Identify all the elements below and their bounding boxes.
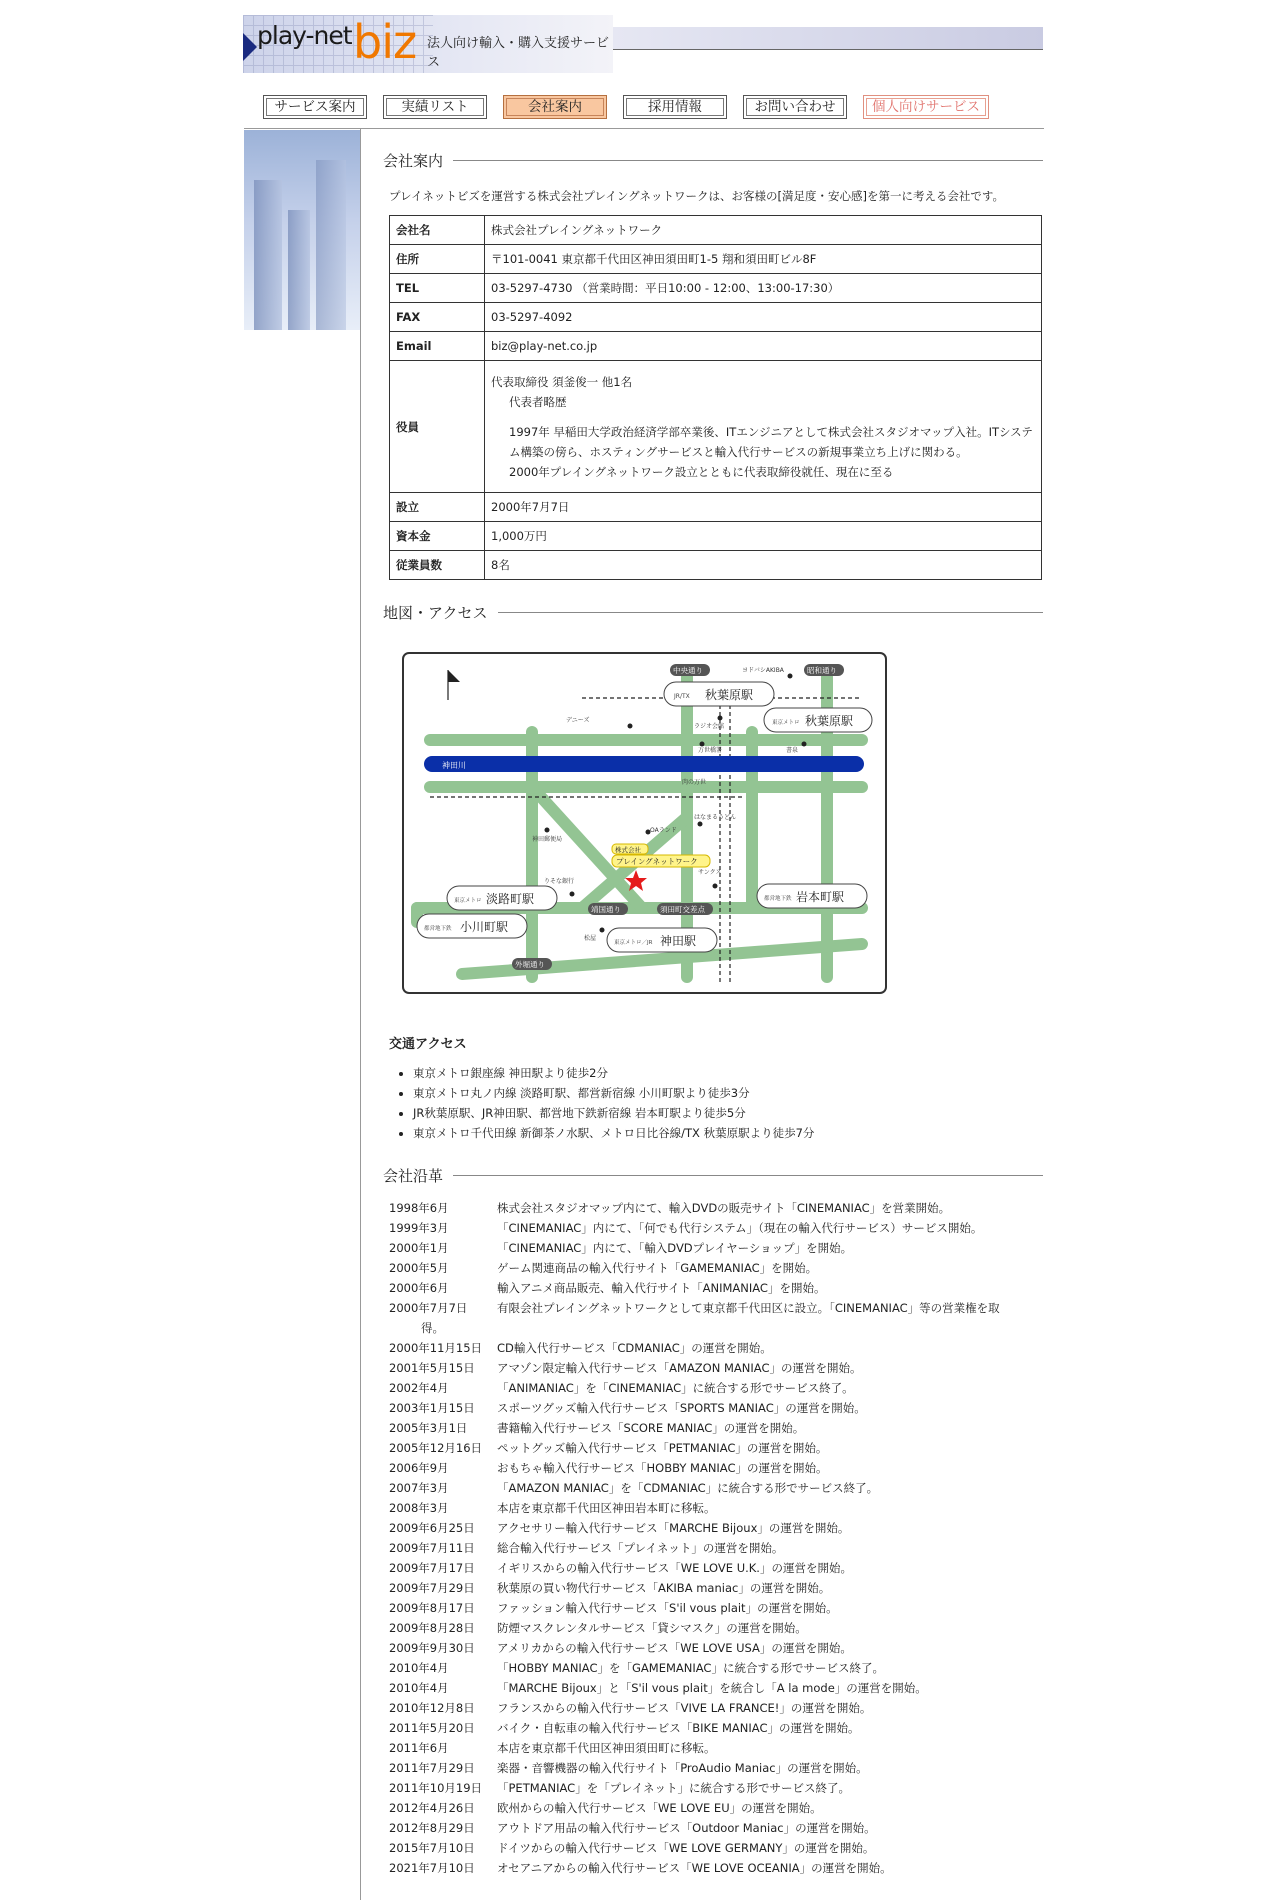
map-label: 昭和通り xyxy=(807,666,837,675)
history-date: 2005年12月16日 xyxy=(389,1441,483,1455)
history-date: 2000年11月15日 xyxy=(389,1341,483,1355)
landmark-dot xyxy=(600,928,605,933)
map-label: 都営地下鉄 xyxy=(424,926,452,932)
history-row xyxy=(389,1818,1029,1838)
history-date: 2009年7月11日 xyxy=(389,1541,475,1555)
history-text: スポーツグッズ輸入代行サービス「SPORTS MANIAC」の運営を開始。 xyxy=(497,1401,866,1415)
logo-playnet-text: play-net xyxy=(257,21,352,50)
row-label: 住所 xyxy=(390,245,485,274)
map-label: 岩本町駅 xyxy=(796,890,845,904)
map-label: デニーズ xyxy=(566,717,590,724)
history-date: 2001年5月15日 xyxy=(389,1361,475,1375)
nav-personal-service[interactable]: 個人向けサービス xyxy=(863,95,989,119)
access-map xyxy=(402,652,887,994)
section-map-title xyxy=(383,602,1043,623)
history-date: 2009年7月17日 xyxy=(389,1561,475,1575)
section-company-title xyxy=(383,150,1043,171)
building-shape xyxy=(316,160,346,330)
history-text: 本店を東京都千代田区神田須田町に移転。 xyxy=(497,1741,716,1755)
history-row xyxy=(389,1678,1029,1698)
history-date: 2011年10月19日 xyxy=(389,1781,483,1795)
history-text: 楽器・音響機器の輸入代行サイト「ProAudio Maniac」の運営を開始。 xyxy=(497,1761,868,1775)
history-row xyxy=(389,1278,1029,1298)
section-title-text: 会社案内 xyxy=(383,152,444,170)
history-text: おもちゃ輸入代行サービス「HOBBY MANIAC」の運営を開始。 xyxy=(497,1461,828,1475)
logo-tagline: 法人向け輸入・購入支援サービス xyxy=(427,36,610,70)
history-text: ゲーム関連商品の輸入代行サイト「GAMEMANIAC」を開始。 xyxy=(497,1261,818,1275)
map-label: プレイングネットワーク xyxy=(616,857,698,866)
access-list xyxy=(389,1063,814,1143)
building-shape xyxy=(254,180,282,330)
history-row xyxy=(389,1238,1029,1258)
map-label: JR/TX xyxy=(674,693,690,700)
history-text: 得。 xyxy=(421,1321,444,1335)
history-date: 2005年3月1日 xyxy=(389,1421,468,1435)
directors-line: 代表取締役 須釜俊一 他1名 xyxy=(491,374,633,389)
station-kanda xyxy=(607,928,717,952)
history-row xyxy=(389,1838,1029,1858)
history-date: 2010年12月8日 xyxy=(389,1701,475,1715)
history-text: 「MARCHE Bijoux」と「S'il vous plait」を統合し「A la mode」の運営を開始。 xyxy=(497,1681,927,1695)
table-row xyxy=(390,522,1042,551)
history-text: アメリカからの輸入代行サービス「WE LOVE USA」の運営を開始。 xyxy=(497,1641,852,1655)
map-label: 万世橋署 xyxy=(698,747,723,754)
title-rule xyxy=(453,1175,1043,1176)
header-divider xyxy=(244,128,1044,129)
history-text: 「AMAZON MANIAC」を「CDMANIAC」に統合する形でサービス終了。 xyxy=(497,1481,879,1495)
history-date: 2003年1月15日 xyxy=(389,1401,475,1415)
access-heading: 交通アクセス xyxy=(389,1037,467,1052)
logo-arrow-icon xyxy=(243,33,257,61)
history-text: ドイツからの輸入代行サービス「WE LOVE GERMANY」の運営を開始。 xyxy=(497,1841,875,1855)
history-row xyxy=(389,1438,1029,1458)
history-text: ファッション輸入代行サービス「S'il vous plait」の運営を開始。 xyxy=(497,1601,838,1615)
directors-value xyxy=(485,361,1042,493)
history-text: ペットグッズ輸入代行サービス「PETMANIAC」の運営を開始。 xyxy=(497,1441,828,1455)
map-label: 神田川 xyxy=(442,761,466,770)
indent-spacer xyxy=(389,1318,421,1338)
map-label: 秋葉原駅 xyxy=(805,714,854,728)
history-text: 本店を東京都千代田区神田岩本町に移転。 xyxy=(497,1501,716,1515)
landmark-dot xyxy=(545,828,550,833)
history-date: 1999年3月 xyxy=(389,1221,449,1235)
nav-recruit[interactable]: 採用情報 xyxy=(623,95,727,119)
landmark-dot xyxy=(628,724,633,729)
map-label: 神田郵便局 xyxy=(532,836,563,843)
landmark-dot xyxy=(718,716,723,721)
landmark-dot xyxy=(646,830,651,835)
map-label: 淡路町駅 xyxy=(486,892,535,906)
table-row xyxy=(390,493,1042,522)
row-label: 従業員数 xyxy=(390,551,485,580)
list-item: • JR秋葉原駅、JR神田駅、都営地下鉄新宿線 岩本町駅より徒歩5分 xyxy=(413,1103,814,1123)
history-row xyxy=(389,1858,1029,1878)
directors-bio xyxy=(491,422,1035,482)
history-text: 欧州からの輸入代行サービス「WE LOVE EU」の運営を開始。 xyxy=(497,1801,822,1815)
history-date: 2002年4月 xyxy=(389,1381,449,1395)
history-row xyxy=(389,1558,1029,1578)
sidebar-building-image xyxy=(244,130,360,330)
map-label: 小川町駅 xyxy=(460,920,509,934)
history-row xyxy=(389,1378,1029,1398)
site-header xyxy=(243,15,1043,75)
history-text: アウトドア用品の輸入代行サービス「Outdoor Maniac」の運営を開始。 xyxy=(497,1821,876,1835)
section-history-title xyxy=(383,1165,1043,1186)
history-row xyxy=(389,1618,1029,1638)
map-label: りそな銀行 xyxy=(544,878,575,885)
station-iwamotocho xyxy=(757,884,867,908)
history-date: 2011年7月29日 xyxy=(389,1761,475,1775)
map-label: 靖国通り xyxy=(591,905,621,914)
map-label: ヨドバシAKIBA xyxy=(742,667,784,674)
history-date: 2000年1月 xyxy=(389,1241,449,1255)
history-text: 輸入アニメ商品販売、輸入代行サイト「ANIMANIAC」を開始。 xyxy=(497,1281,826,1295)
history-text: イギリスからの輸入代行サービス「WE LOVE U.K.」の運営を開始。 xyxy=(497,1561,852,1575)
history-date: 2000年5月 xyxy=(389,1261,449,1275)
section-title-text: 会社沿革 xyxy=(383,1167,444,1185)
nav-results-list[interactable]: 実績リスト xyxy=(383,95,487,119)
title-rule xyxy=(498,612,1043,613)
map-label: サンクス xyxy=(698,869,722,876)
company-intro: プレイネットビズを運営する株式会社プレイングネットワークは、お客様の[満足度・安心感]を第一に考える会社です。 xyxy=(389,189,1005,203)
table-row xyxy=(390,216,1042,245)
history-text: CD輸入代行サービス「CDMANIAC」の運営を開始。 xyxy=(497,1341,772,1355)
row-value: 2000年7月7日 xyxy=(485,493,1042,522)
history-text: 総合輸入代行サービス「プレイネット」の運営を開始。 xyxy=(497,1541,784,1555)
row-label: 資本金 xyxy=(390,522,485,551)
history-text: 「HOBBY MANIAC」を「GAMEMANIAC」に統合する形でサービス終了。 xyxy=(497,1661,884,1675)
history-text: 株式会社スタジオマップ内にて、輸入DVDの販売サイト「CINEMANIAC」を営業開始。 xyxy=(497,1201,951,1215)
history-row xyxy=(389,1458,1029,1478)
row-label: FAX xyxy=(390,303,485,332)
history-row xyxy=(389,1538,1029,1558)
map-label: 書泉 xyxy=(786,747,799,754)
table-row xyxy=(390,274,1042,303)
building-shape xyxy=(288,210,310,330)
table-row xyxy=(390,332,1042,361)
sidebar-divider xyxy=(360,128,361,1900)
map-label: 須田町交差点 xyxy=(660,905,705,914)
map-label: 株式会社 xyxy=(615,846,641,854)
history-date: 2000年7月7日 xyxy=(389,1301,468,1315)
map-label: 東京メトロ xyxy=(772,720,800,726)
history-text: バイク・自転車の輸入代行サービス「BIKE MANIAC」の運営を開始。 xyxy=(497,1721,860,1735)
history-date: 2009年9月30日 xyxy=(389,1641,475,1655)
landmark-dot xyxy=(700,742,705,747)
station-akihabara-jr xyxy=(664,682,774,706)
history-text: 有限会社プレイングネットワークとして東京都千代田区に設立。「CINEMANIAC」等の営業権を取 xyxy=(497,1301,1000,1315)
email-value[interactable]: biz@play-net.co.jp xyxy=(485,332,1042,361)
history-date: 2009年7月29日 xyxy=(389,1581,475,1595)
history-date: 2011年6月 xyxy=(389,1741,449,1755)
history-list xyxy=(389,1198,1029,1878)
history-text: 防煙マスクレンタルサービス「貸シマスク」の運営を開始。 xyxy=(497,1621,807,1635)
history-row xyxy=(389,1398,1029,1418)
nav-contact[interactable]: お問い合わせ xyxy=(743,95,847,119)
map-label: 東京メトロ／JR xyxy=(614,940,653,946)
row-value: 〒101-0041 東京都千代田区神田須田町1-5 翔和須田町ビル8F xyxy=(485,245,1042,274)
history-row xyxy=(389,1638,1029,1658)
map-label: 都営地下鉄 xyxy=(764,896,792,902)
landmark-dot xyxy=(788,674,793,679)
history-text: アクセサリー輸入代行サービス「MARCHE Bijoux」の運営を開始。 xyxy=(497,1521,850,1535)
bio-line: 1997年 早稲田大学政治経済学部卒業後、ITエンジニアとして株式会社スタジオマップ入社。ITシステム構築の傍ら、ホスティングサービスと輸入代行サービスの新規事業立ち上げに関わる。 xyxy=(509,424,1033,459)
map-label: OAランド xyxy=(650,827,677,834)
table-row xyxy=(390,303,1042,332)
row-value: 株式会社プレイングネットワーク xyxy=(485,216,1042,245)
row-label: 会社名 xyxy=(390,216,485,245)
kanda-river xyxy=(424,756,864,772)
section-title-text: 地図・アクセス xyxy=(383,604,488,622)
history-row xyxy=(389,1658,1029,1678)
history-text: 書籍輸入代行サービス「SCORE MANIAC」の運営を開始。 xyxy=(497,1421,805,1435)
history-row-continuation xyxy=(389,1318,1029,1338)
bio-line: 2000年プレイングネットワーク設立とともに代表取締役就任、現在に至る xyxy=(509,464,894,479)
directors-block xyxy=(491,372,1035,482)
nav-service-guide[interactable]: サービス案内 xyxy=(263,95,367,119)
table-row xyxy=(390,245,1042,274)
history-row xyxy=(389,1478,1029,1498)
landmark-dot xyxy=(802,742,807,747)
history-row xyxy=(389,1578,1029,1598)
history-date: 2012年8月29日 xyxy=(389,1821,475,1835)
history-date: 2010年4月 xyxy=(389,1661,449,1675)
history-date: 2010年4月 xyxy=(389,1681,449,1695)
map-label: 秋葉原駅 xyxy=(705,688,754,702)
header-decorative-bar xyxy=(613,27,1043,50)
history-date: 2007年3月 xyxy=(389,1481,449,1495)
row-label: TEL xyxy=(390,274,485,303)
history-row xyxy=(389,1418,1029,1438)
history-text: 「PETMANIAC」を「プレイネット」に統合する形でサービス終了。 xyxy=(497,1781,851,1795)
nav-company-info[interactable]: 会社案内 xyxy=(503,95,607,119)
row-value: 8名 xyxy=(485,551,1042,580)
station-akihabara-metro xyxy=(764,708,872,732)
history-row xyxy=(389,1698,1029,1718)
history-row xyxy=(389,1758,1029,1778)
history-date: 2009年8月17日 xyxy=(389,1601,475,1615)
history-date: 2012年4月26日 xyxy=(389,1801,475,1815)
history-text: 秋葉原の買い物代行サービス「AKIBA maniac」の運営を開始。 xyxy=(497,1581,831,1595)
history-row xyxy=(389,1798,1029,1818)
history-text: 「ANIMANIAC」を「CINEMANIAC」に統合する形でサービス終了。 xyxy=(497,1381,854,1395)
landmark-dot xyxy=(713,884,718,889)
history-text: 「CINEMANIAC」内にて、「何でも代行システム」（現在の輸入代行サービス）サービス開始。 xyxy=(497,1221,983,1235)
map-label: 松屋 xyxy=(584,935,597,942)
history-row xyxy=(389,1198,1029,1218)
history-row xyxy=(389,1518,1029,1538)
map-label: 神田駅 xyxy=(660,934,697,948)
history-row xyxy=(389,1498,1029,1518)
map-label: 外堀通り xyxy=(515,960,545,969)
map-label: 肉の万世 xyxy=(682,779,707,786)
history-date: 2009年6月25日 xyxy=(389,1521,475,1535)
station-awajicho xyxy=(447,886,557,910)
history-text: オセアニアからの輸入代行サービス「WE LOVE OCEANIA」の運営を開始。 xyxy=(497,1861,892,1875)
list-item: • 東京メトロ丸ノ内線 淡路町駅、都営新宿線 小川町駅より徒歩3分 xyxy=(413,1083,814,1103)
history-date: 2000年6月 xyxy=(389,1281,449,1295)
map-label: はなまるうどん xyxy=(694,814,737,821)
history-row xyxy=(389,1778,1029,1798)
row-value: 03-5297-4730 （営業時間：平日10:00 - 12:00、13:00-17:30） xyxy=(485,274,1042,303)
history-date: 2008年3月 xyxy=(389,1501,449,1515)
history-row xyxy=(389,1338,1029,1358)
row-value: 1,000万円 xyxy=(485,522,1042,551)
history-row xyxy=(389,1218,1029,1238)
history-text: フランスからの輸入代行サービス「VIVE LA FRANCE!」の運営を開始。 xyxy=(497,1701,872,1715)
row-label: 役員 xyxy=(390,361,485,493)
history-date: 2011年5月20日 xyxy=(389,1721,475,1735)
logo-biz-text: biz xyxy=(353,15,417,69)
history-date: 2015年7月10日 xyxy=(389,1841,475,1855)
history-text: 「CINEMANIAC」内にて、「輸入DVDプレイヤーショップ」を開始。 xyxy=(497,1241,853,1255)
list-item: • 東京メトロ千代田線 新御茶ノ水駅、メトロ日比谷線/TX 秋葉原駅より徒歩7分 xyxy=(413,1123,814,1143)
site-logo[interactable] xyxy=(243,15,613,73)
history-row xyxy=(389,1598,1029,1618)
row-label: Email xyxy=(390,332,485,361)
title-rule xyxy=(453,160,1043,161)
history-date: 2021年7月10日 xyxy=(389,1861,475,1875)
directors-bio-heading: 代表者略歴 xyxy=(509,394,567,409)
row-label: 設立 xyxy=(390,493,485,522)
history-date: 2009年8月28日 xyxy=(389,1621,475,1635)
landmark-dot xyxy=(570,892,575,897)
table-row xyxy=(390,361,1042,493)
history-row xyxy=(389,1358,1029,1378)
map-label: 東京メトロ xyxy=(454,898,482,904)
history-date: 2006年9月 xyxy=(389,1461,449,1475)
company-info-table xyxy=(389,215,1042,580)
history-row xyxy=(389,1298,1029,1318)
history-text: アマゾン限定輸入代行サービス「AMAZON MANIAC」の運営を開始。 xyxy=(497,1361,862,1375)
history-date: 1998年6月 xyxy=(389,1201,449,1215)
map-label: 中央通り xyxy=(673,666,703,675)
history-row xyxy=(389,1718,1029,1738)
landmark-dot xyxy=(698,822,703,827)
history-row xyxy=(389,1258,1029,1278)
history-row xyxy=(389,1738,1029,1758)
row-value: 03-5297-4092 xyxy=(485,303,1042,332)
station-ogawamachi xyxy=(417,914,527,938)
map-label: ラジオ会館 xyxy=(694,723,725,730)
list-item: • 東京メトロ銀座線 神田駅より徒歩2分 xyxy=(413,1063,814,1083)
table-row xyxy=(390,551,1042,580)
